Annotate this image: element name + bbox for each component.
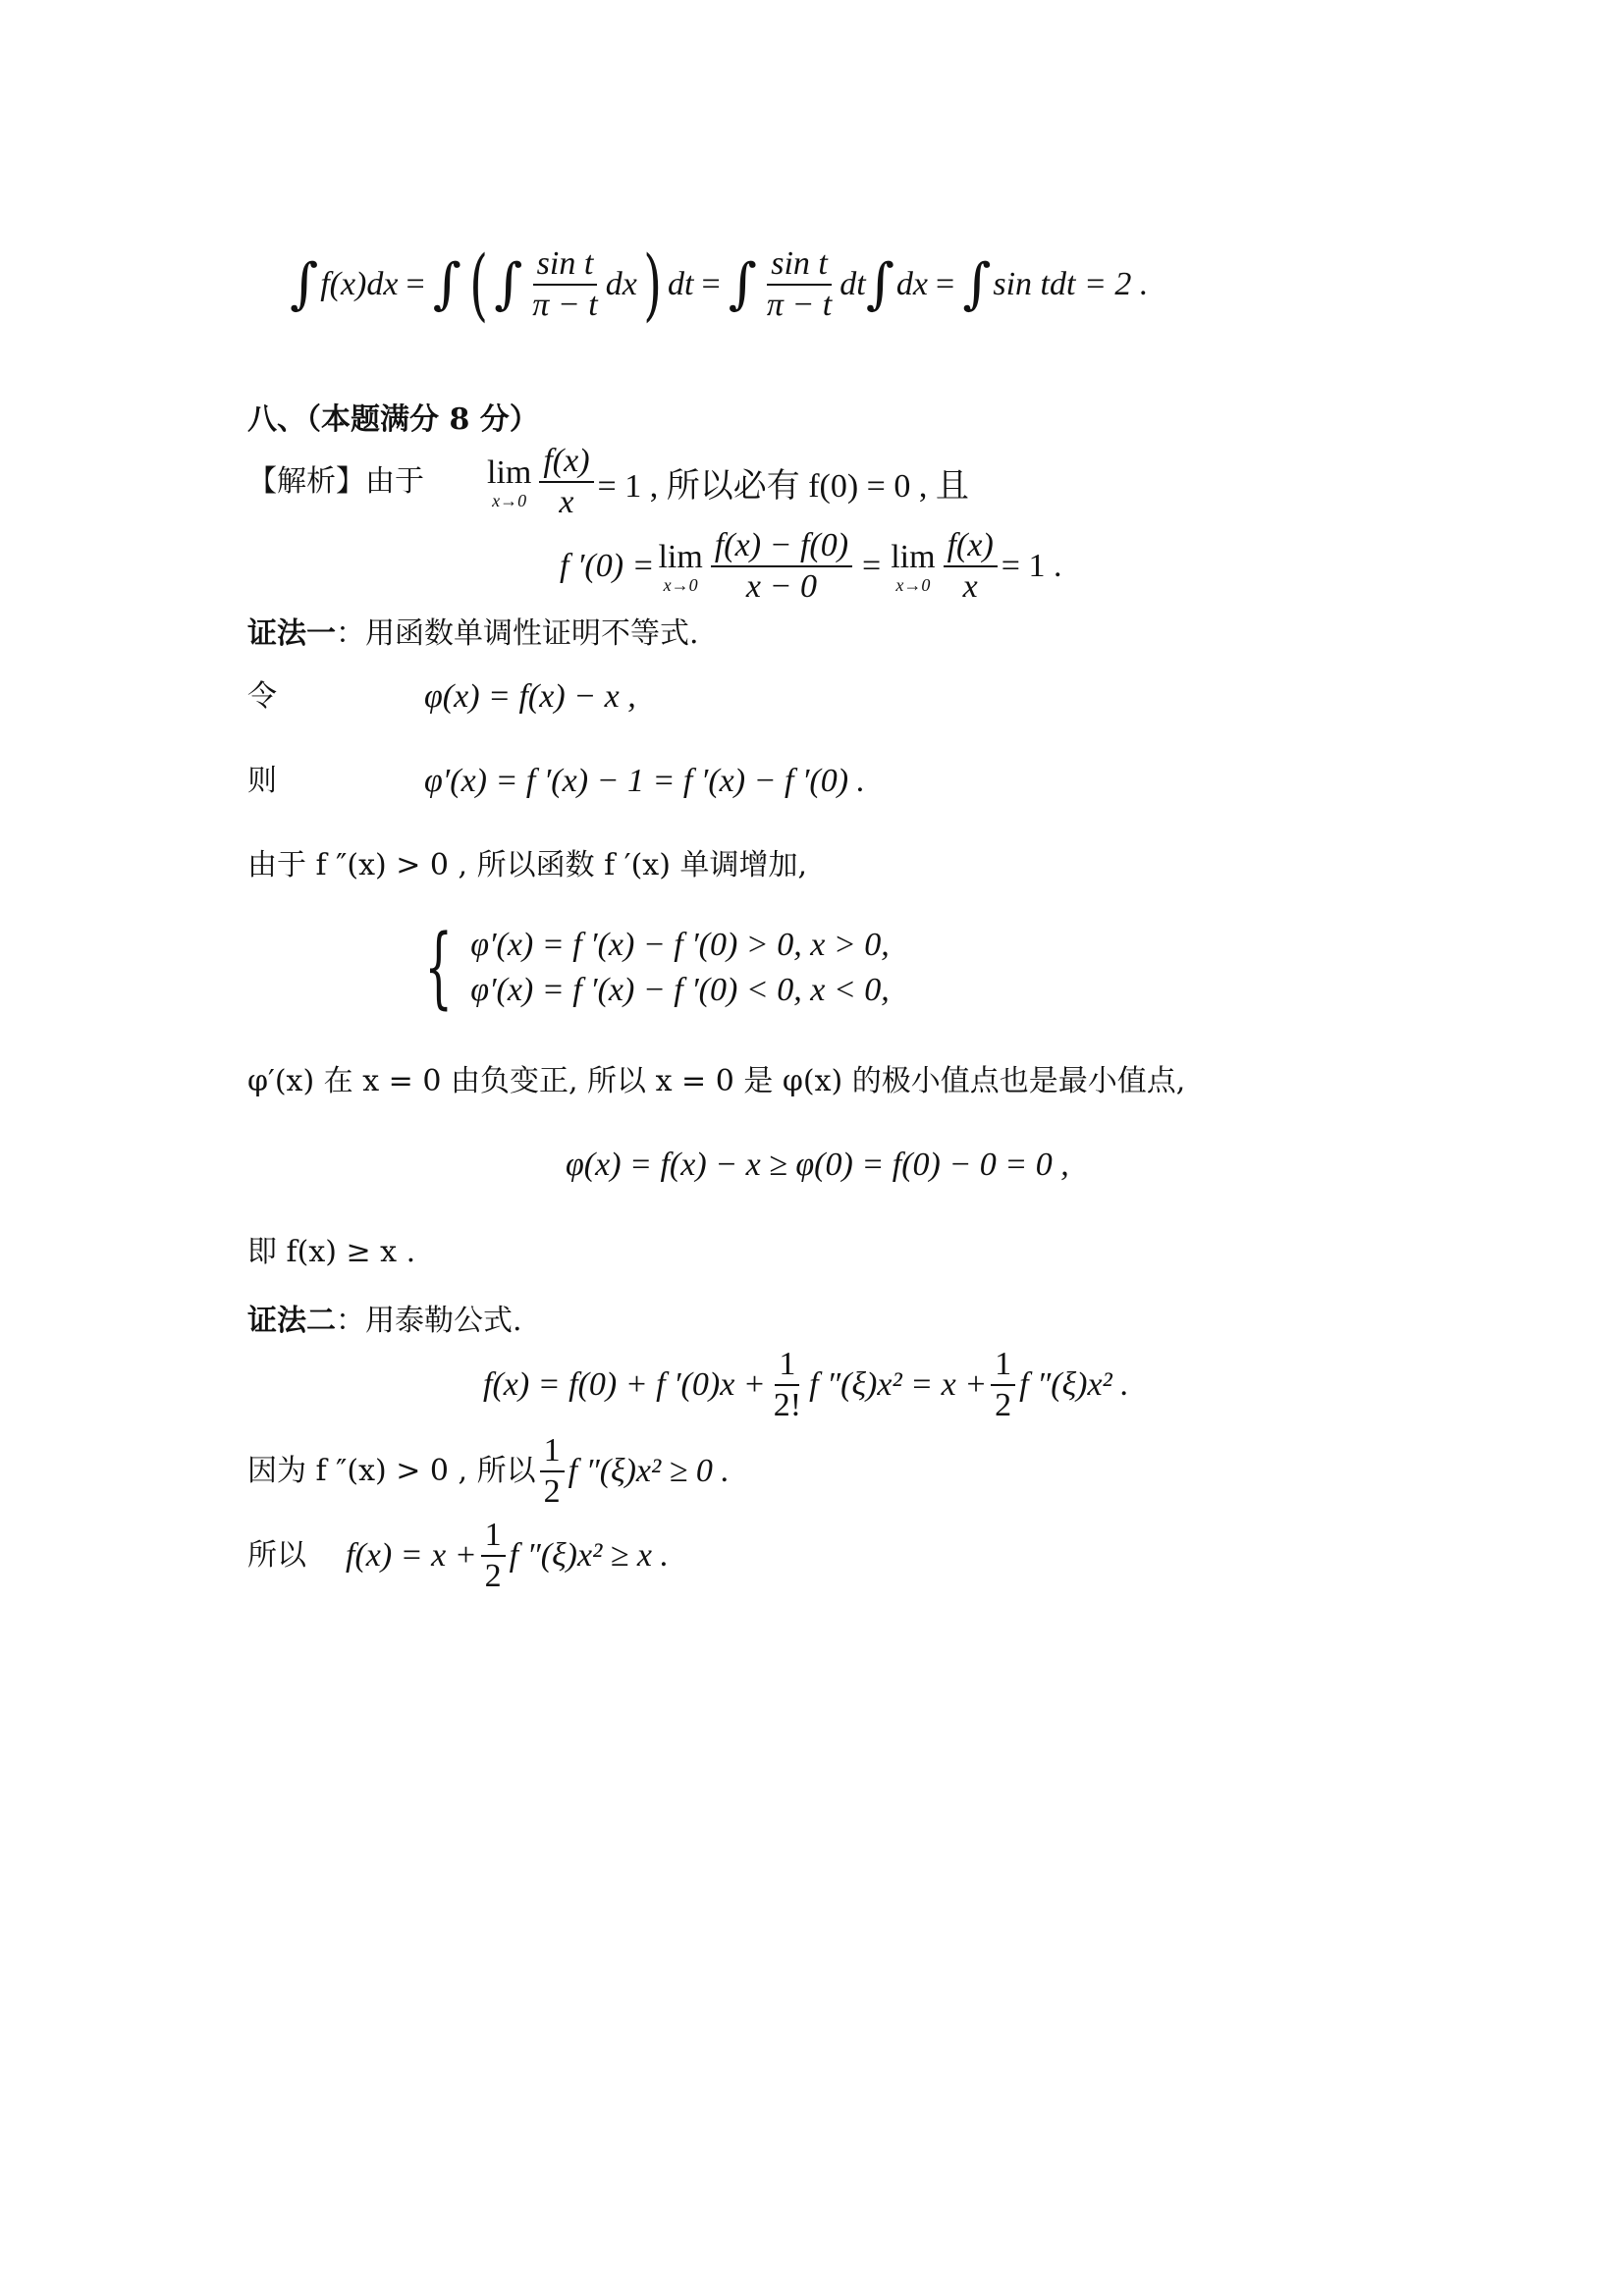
integral-sign: ∫: [962, 252, 992, 316]
analysis-line: [247, 444, 969, 520]
taylor-lhs: f(x) = f(0) + f ′(0)x +: [483, 1366, 766, 1403]
so-lhs: f(x) = x +: [346, 1537, 477, 1574]
integral-equation: ∫ f(x)dx = ∫ ( ∫ $\frac{\text{sin t}}{\pi - t}$ dx ) dt = ∫ $\frac{\text{sin t}}{\pi - t}$ dt ∫ dx = ∫ sin tdt = 2 .: [290, 239, 1149, 330]
limit-operator: lim x→0: [487, 454, 532, 510]
derivative-tail: = 1 .: [1001, 548, 1062, 584]
equals-sign: =: [406, 266, 425, 302]
because-line: [247, 1433, 730, 1510]
fraction-denominator: 2: [543, 1473, 561, 1510]
limit-operator: lim x→0: [891, 539, 936, 595]
fraction: [528, 246, 601, 323]
limit-tail: = 1 , 所以必有 f(0) = 0 , 且: [597, 467, 969, 505]
proof1-heading: 证法一：用函数单调性证明不等式.: [247, 616, 699, 651]
case-negative: φ′(x) = f ′(x) − f ′(0) < 0, x < 0,: [470, 972, 890, 1008]
fraction-denominator: 2: [995, 1387, 1012, 1423]
because-label: 因为 f ″(x) > 0 , 所以: [247, 1454, 536, 1488]
integral-rhs: sin tdt = 2 .: [993, 266, 1149, 302]
then-expression: φ′(x) = f ′(x) − 1 = f ′(x) − f ′(0) .: [424, 763, 866, 799]
fraction: [481, 1518, 506, 1594]
since-line: 由于 f ″(x) > 0 , 所以函数 f ′(x) 单调增加,: [247, 848, 807, 882]
taylor-line: [483, 1347, 1129, 1423]
then-line: 则 φ′(x) = f ′(x) − 1 = f ′(x) − f ′(0) .: [247, 763, 866, 799]
fraction-numerator: f(x): [539, 444, 593, 483]
sign-change-line: φ′(x) 在 x = 0 由负变正, 所以 x = 0 是 φ(x) 的极小值点也是最小值点,: [247, 1064, 1186, 1098]
fraction-denominator: x − 0: [745, 568, 817, 605]
integral-sign: ∫: [432, 252, 461, 316]
integral-lhs: f(x)dx: [320, 266, 399, 302]
fraction-numerator: sin t: [533, 246, 598, 286]
cases-block: [410, 916, 890, 1019]
fraction-denominator: 2!: [773, 1387, 802, 1423]
right-paren: ): [643, 239, 662, 330]
fraction: [944, 528, 998, 605]
so-line: [247, 1518, 669, 1594]
conclusion-line: 即 f(x) ≥ x .: [247, 1235, 416, 1269]
derivative-line: f ′(0) = lim x→0 $\frac{f(x) - f(0)}{x - 0}$ = lim x→0 $\frac{f(x)}{x}$ = 1 .: [560, 527, 1062, 605]
fraction-denominator: 2: [484, 1558, 502, 1594]
fraction-numerator: 1: [775, 1347, 799, 1386]
so-tail: f ″(ξ)x² ≥ x .: [509, 1537, 670, 1574]
fraction-numerator: sin t: [767, 246, 832, 286]
fraction-denominator: π − t: [532, 287, 598, 323]
section-heading: 八、（本题满分 8 分）: [247, 402, 539, 437]
integral-sign: ∫: [728, 252, 757, 316]
because-tail: f ″(ξ)x² ≥ 0 .: [568, 1453, 730, 1489]
taylor-middle: f ″(ξ)x² = x +: [809, 1366, 988, 1403]
fraction-numerator: 1: [991, 1347, 1015, 1386]
left-paren: (: [469, 239, 488, 330]
fraction-denominator: x: [559, 484, 574, 520]
differential: dx: [605, 266, 637, 302]
integral-sign: ∫: [290, 252, 319, 316]
integral-sign: ∫: [494, 252, 523, 316]
proof2-heading: 证法二：用泰勒公式.: [247, 1304, 522, 1338]
fraction-numerator: 1: [481, 1518, 506, 1557]
integral-sign: ∫: [865, 252, 894, 316]
taylor-tail: f ″(ξ)x² .: [1019, 1366, 1129, 1403]
limit-operator: lim x→0: [658, 539, 703, 595]
left-brace: {: [424, 916, 453, 1019]
differential: dt: [668, 266, 694, 302]
let-expression: φ(x) = f(x) − x ,: [424, 678, 636, 715]
let-line: 令 φ(x) = f(x) − x ,: [247, 678, 636, 715]
fraction: [539, 444, 593, 520]
minimum-line: φ(x) = f(x) − x ≥ φ(0) = f(0) − 0 = 0 ,: [566, 1147, 1069, 1183]
fraction: [540, 1433, 565, 1510]
fraction-numerator: f(x): [944, 528, 998, 567]
fraction-denominator: π − t: [766, 287, 833, 323]
fraction: [763, 246, 836, 323]
differential: dx: [895, 266, 928, 302]
fraction-denominator: x: [962, 568, 978, 605]
cases-list: [470, 923, 890, 1013]
so-label: 所以: [247, 1538, 306, 1573]
fraction: [991, 1347, 1015, 1423]
case-positive: φ′(x) = f ′(x) − f ′(0) > 0, x > 0,: [470, 927, 890, 963]
analysis-label: 【解析】由于: [247, 464, 424, 499]
fraction-numerator: f(x) − f(0): [711, 528, 852, 567]
fraction-numerator: 1: [540, 1433, 565, 1472]
derivative-lhs: f ′(0) =: [560, 548, 655, 584]
differential: dt: [839, 266, 866, 302]
fraction: [711, 528, 852, 605]
fraction: [770, 1347, 805, 1423]
